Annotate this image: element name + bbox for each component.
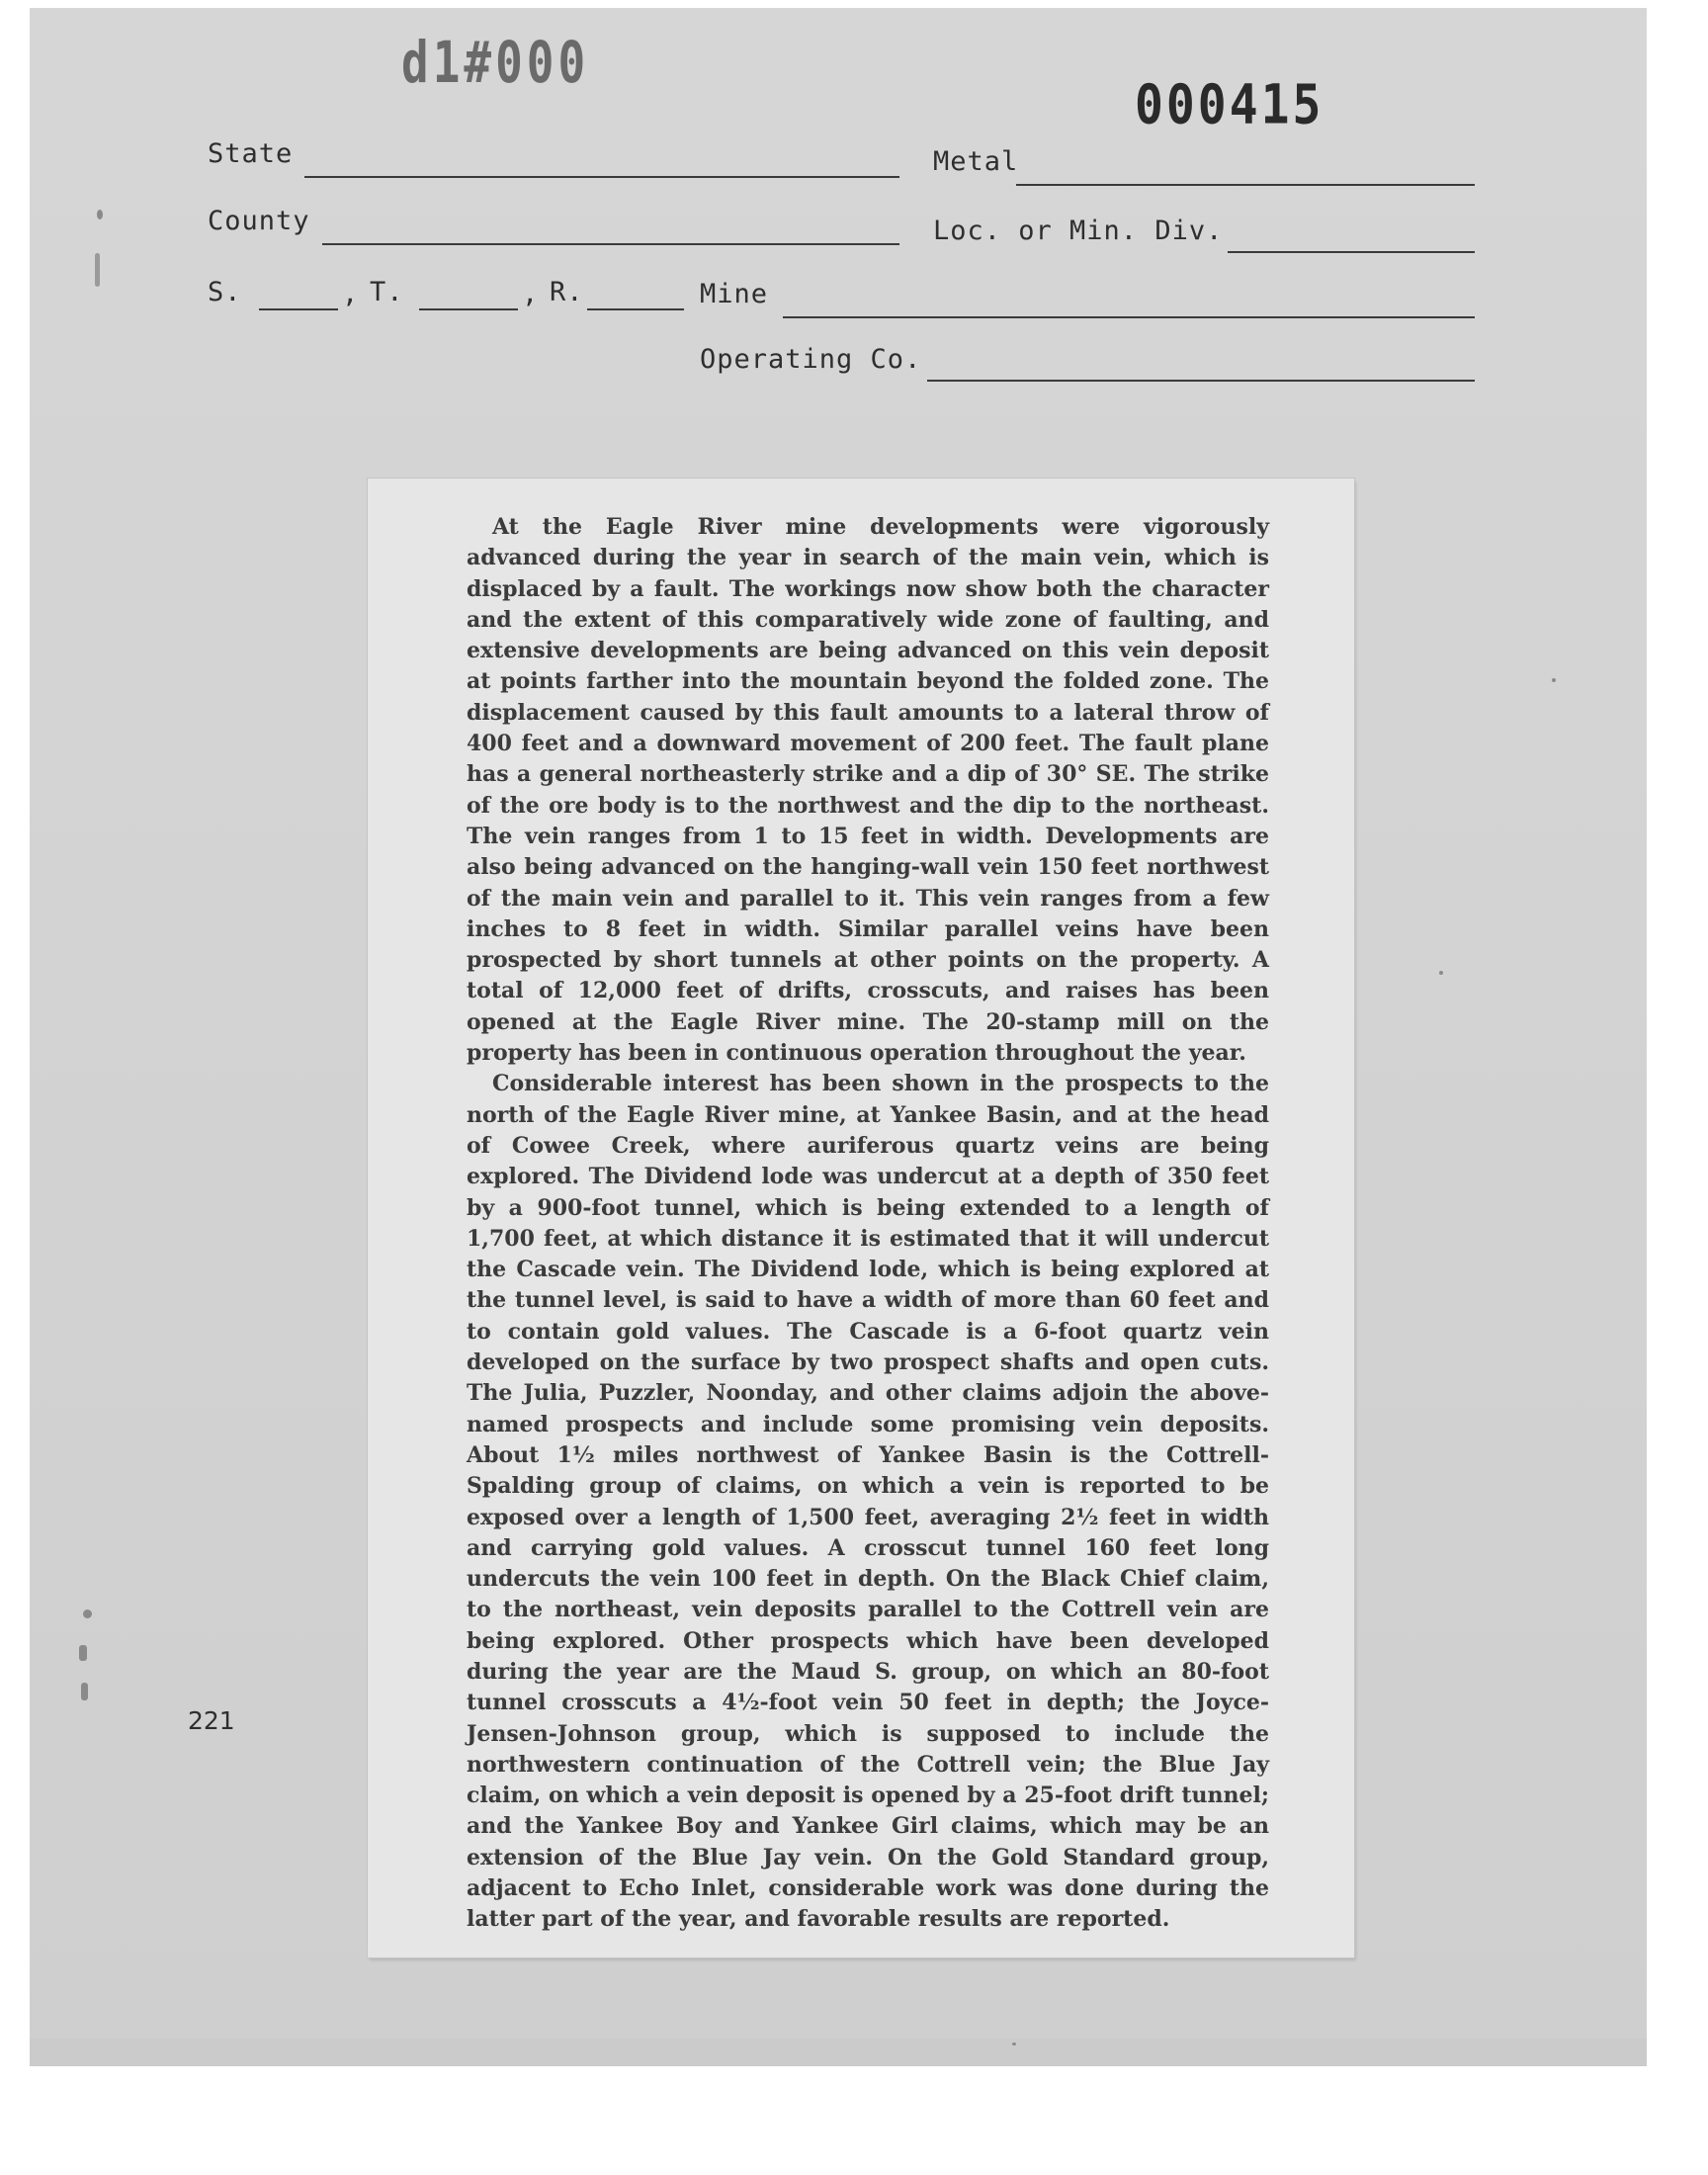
scan-speck	[1012, 2043, 1016, 2045]
township-field-line[interactable]	[419, 308, 518, 310]
scan-speck	[81, 1683, 88, 1700]
scan-mark	[95, 253, 100, 287]
operating-co-label: Operating Co.	[700, 344, 922, 375]
card-bottom-edge	[30, 2039, 1647, 2066]
state-field-line[interactable]	[304, 176, 899, 178]
township-label: T.	[370, 277, 404, 307]
location-label: Loc. or Min. Div.	[933, 216, 1224, 246]
section-label: S.	[208, 277, 242, 307]
township-comma: ,	[522, 279, 540, 309]
scan-speck	[1552, 678, 1556, 682]
section-comma: ,	[342, 279, 360, 309]
clipping-paragraph-2: Considerable interest has been shown in the prospects to the north of the Eagle River mine, at Yankee Basin, and at the head of Cowee Creek, where auriferous quartz veins are being explored. The Dividend lode was undercut at a depth of 350 feet by a 900-foot tunnel, which is being extended to a length of 1,700 feet, at which distance it is estimated that it will undercut the Cascade vein. The Dividend lode, which is being explored at the tunnel level, is said to have a width of more than 60 feet and to contain gold values. The Cascade is a 6-foot quartz vein developed on the surface by two prospect shafts and open cuts. The Julia, Puzzler, Noonday, and other claims adjoin the above-named prospects and include some promising vein deposits. About 1½ miles northwest of Yankee Basin is the Cottrell-Spalding group of claims, on which a vein is reported to be exposed over a length of 1,500 feet, averaging 2½ feet in width and carrying gold values. A crosscut tunnel 160 feet long undercuts the vein 100 feet in depth. On the Black Chief claim, to the northeast, vein deposits parallel to the Cottrell vein are being explored. Other prospects which have been developed during the year are the Maud S. group, on which an 80-foot tunnel crosscuts a 4½-foot vein 50 feet in depth; the Joyce-Jensen-Johnson group, which is supposed to include the northwestern continuation of the Cottrell vein; the Blue Jay claim, on which a vein deposit is opened by a 25-foot drift tunnel; and the Yankee Boy and Yankee Girl claims, which may be an extension of the Blue Jay vein. On the Gold Standard group, adjacent to Echo Inlet, considerable work was done during the latter part of the year, and favorable results are reported.	[467, 1071, 1269, 1933]
mine-label: Mine	[700, 279, 769, 309]
operating-co-field-line[interactable]	[927, 380, 1475, 382]
location-field-line[interactable]	[1228, 251, 1475, 253]
clipping-paragraph-1: At the Eagle River mine developments were vigorously advanced during the year in search of the main vein, which is displaced by a fault. The workings now show both the character and the extent of this comparatively wide zone of faulting, and extensive developments are being advanced on this vein deposit at points farther into the mountain beyond the folded zone. The displacement caused by this fault amounts to a lateral throw of 400 feet and a downward movement of 200 feet. The fault plane has a general northeasterly strike and a dip of 30° SE. The strike of the ore body is to the northwest and the dip to the northeast. The vein ranges from 1 to 15 feet in width. Developments are also being advanced on the hanging-wall vein 150 feet northwest of the main vein and parallel to it. This vein ranges from a few inches to 8 feet in width. Similar parallel veins have been prospected by short tunnels at other points on the property. A total of 12,000 feet of drifts, crosscuts, and raises has been opened at the Eagle River mine. The 20-stamp mill on the property has been in continuous operation throughout the year.	[467, 514, 1269, 1067]
page-number: 221	[188, 1706, 235, 1735]
record-number-stamp: 000415	[1135, 72, 1324, 137]
scan-speck	[83, 1610, 92, 1618]
scan-speck	[97, 210, 103, 219]
scan-speck	[79, 1645, 87, 1661]
county-field-line[interactable]	[322, 243, 899, 245]
section-field-line[interactable]	[259, 308, 338, 310]
pasted-clipping	[368, 478, 1354, 1958]
clipping-text	[467, 512, 1269, 1936]
county-label: County	[208, 206, 310, 236]
faint-stamp-code: d1#000	[401, 29, 590, 96]
mine-field-line[interactable]	[783, 316, 1475, 318]
state-label: State	[208, 138, 294, 169]
metal-field-line[interactable]	[1016, 184, 1475, 186]
range-label: R.	[550, 277, 584, 307]
scan-speck	[1439, 971, 1443, 975]
range-field-line[interactable]	[587, 308, 684, 310]
metal-label: Metal	[933, 146, 1019, 177]
